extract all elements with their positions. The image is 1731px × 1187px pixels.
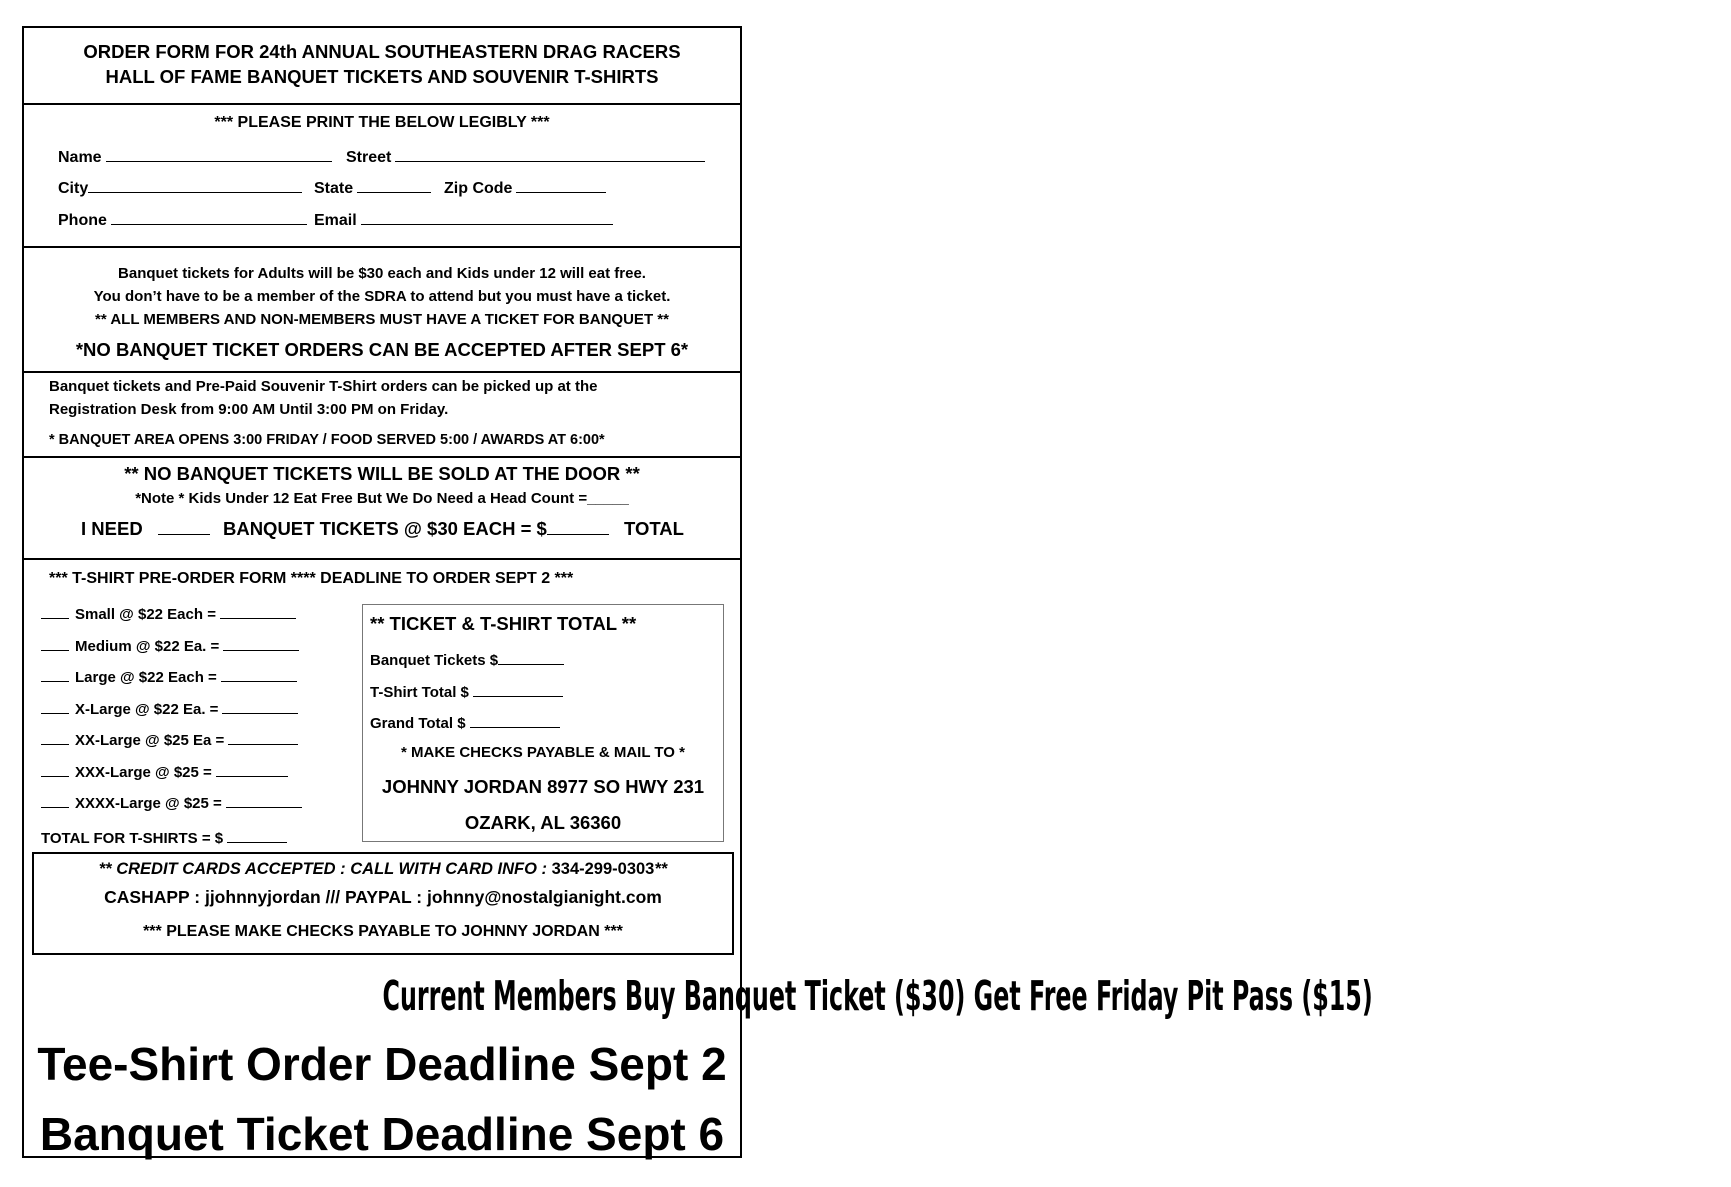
tshirt-size-row[interactable] <box>41 604 296 623</box>
tshirt-size-label: XX-Large @ $25 Ea = <box>75 732 225 749</box>
banquet-total-line[interactable] <box>370 650 564 669</box>
tshirt-total-label: TOTAL FOR T-SHIRTS = $ <box>41 830 224 847</box>
tshirt-total-box-blank[interactable] <box>473 682 563 697</box>
tshirt-size-label: XXXX-Large @ $25 = <box>75 795 222 812</box>
tshirt-size-label: Small @ $22 Each = <box>75 606 216 623</box>
tshirt-total-line[interactable] <box>41 828 287 847</box>
tshirt-qty-blank[interactable] <box>41 793 69 808</box>
form-title-line-2: HALL OF FAME BANQUET TICKETS AND SOUVENIR T-SHIRTS <box>105 66 659 87</box>
tshirt-section <box>24 560 1373 1160</box>
tshirt-amount-blank[interactable] <box>228 730 298 745</box>
contact-section <box>24 105 740 248</box>
tshirt-amount-blank[interactable] <box>216 762 288 777</box>
banquet-schedule: * BANQUET AREA OPENS 3:00 FRIDAY / FOOD SERVED 5:00 / AWARDS AT 6:00* <box>49 432 605 448</box>
credit-card-text: ** CREDIT CARDS ACCEPTED : CALL WITH CARD INFO : <box>98 860 548 878</box>
tshirt-size-label: X-Large @ $22 Ea. = <box>75 700 219 718</box>
street-field[interactable] <box>346 147 705 167</box>
grand-total-label: Grand Total $ <box>370 715 466 732</box>
members-promo <box>24 970 1373 1022</box>
name-label: Name <box>58 149 102 166</box>
banquet-total-label: Banquet Tickets $ <box>370 652 499 669</box>
ticket-order-line[interactable] <box>81 518 684 540</box>
tshirt-qty-blank[interactable] <box>41 667 69 682</box>
pickup-line-1: Banquet tickets and Pre-Paid Souvenir T-Shirt orders can be picked up at the <box>49 378 598 395</box>
tshirt-header: *** T-SHIRT PRE-ORDER FORM **** DEADLINE TO ORDER SEPT 2 *** <box>49 570 574 587</box>
tshirt-qty-blank[interactable] <box>41 730 69 745</box>
phone-label: Phone <box>58 212 107 229</box>
ticket-qty-blank[interactable] <box>158 520 210 535</box>
banquet-total-blank[interactable] <box>498 650 564 665</box>
email-field[interactable] <box>314 210 613 230</box>
totals-box-title: ** TICKET & T-SHIRT TOTAL ** <box>370 613 637 634</box>
credit-card-line <box>34 860 732 879</box>
city-field[interactable] <box>58 178 302 198</box>
tshirt-size-row[interactable] <box>41 667 297 686</box>
banquet-price-text: Banquet tickets for Adults will be $30 each and Kids under 12 will eat free. <box>118 265 646 282</box>
members-promo-text: Current Members Buy Banquet Ticket ($30) Get Free Friday Pit Pass ($15) <box>382 972 1373 1020</box>
tshirt-total-blank[interactable] <box>227 828 287 843</box>
form-title-line-1: ORDER FORM FOR 24th ANNUAL SOUTHEASTERN DRAG RACERS <box>83 41 681 62</box>
tshirt-total-box-line[interactable] <box>370 682 563 701</box>
tshirt-amount-blank[interactable] <box>223 636 299 651</box>
ticket-total-blank[interactable] <box>547 520 609 535</box>
ticket-price-label: BANQUET TICKETS @ $30 EACH = $ <box>222 518 547 539</box>
order-cutoff-note: *NO BANQUET TICKET ORDERS CAN BE ACCEPTED AFTER SEPT 6* <box>75 339 689 360</box>
print-legibly-note: *** PLEASE PRINT THE BELOW LEGIBLY *** <box>214 114 550 131</box>
order-form <box>22 26 1373 1160</box>
head-count-note: *Note * Kids Under 12 Eat Free But We Do Need a Head Count =_____ <box>135 490 629 507</box>
name-blank[interactable] <box>106 147 332 162</box>
tshirt-size-row[interactable] <box>41 762 288 781</box>
pickup-section <box>24 373 740 458</box>
no-door-sales-note: ** NO BANQUET TICKETS WILL BE SOLD AT THE DOOR ** <box>124 463 640 484</box>
banquet-deadline-banner: Banquet Ticket Deadline Sept 6 <box>39 1108 725 1160</box>
street-blank[interactable] <box>395 147 705 162</box>
tshirt-size-row[interactable] <box>41 636 299 655</box>
credit-card-end: ** <box>654 860 668 878</box>
tshirt-total-box-label: T-Shirt Total $ <box>370 684 469 701</box>
tshirt-amount-blank[interactable] <box>221 667 297 682</box>
form-header <box>24 28 740 105</box>
street-label: Street <box>346 149 392 166</box>
tshirt-size-label: Large @ $22 Each = <box>75 669 217 686</box>
mail-address-line-2: OZARK, AL 36360 <box>464 812 622 833</box>
banquet-info-section <box>24 248 740 373</box>
tshirt-size-label: Medium @ $22 Ea. = <box>75 637 220 655</box>
tee-deadline-banner: Tee-Shirt Order Deadline Sept 2 <box>37 1038 727 1090</box>
tshirt-qty-blank[interactable] <box>41 699 69 714</box>
tshirt-qty-blank[interactable] <box>41 604 69 619</box>
phone-field[interactable] <box>58 210 307 230</box>
need-label: I NEED <box>81 518 143 539</box>
city-blank[interactable] <box>88 178 302 193</box>
city-label: City <box>58 180 89 197</box>
zip-field[interactable] <box>444 178 606 198</box>
tshirt-size-label: XXX-Large @ $25 = <box>75 763 212 781</box>
grand-total-blank[interactable] <box>470 713 560 728</box>
phone-number: 334-299-0303 <box>551 860 655 878</box>
tshirt-amount-blank[interactable] <box>222 699 298 714</box>
tshirt-size-row[interactable] <box>41 699 298 718</box>
grand-total-line[interactable] <box>370 713 560 732</box>
state-label: State <box>314 180 354 197</box>
make-checks-note: * MAKE CHECKS PAYABLE & MAIL TO * <box>401 744 685 761</box>
ticket-required-note: ** ALL MEMBERS AND NON-MEMBERS MUST HAVE A TICKET FOR BANQUET ** <box>95 311 669 328</box>
tshirt-qty-blank[interactable] <box>41 636 69 651</box>
zip-blank[interactable] <box>516 178 606 193</box>
tshirt-size-row[interactable] <box>41 793 302 812</box>
name-field[interactable] <box>58 147 332 167</box>
pickup-line-2: Registration Desk from 9:00 AM Until 3:00 PM on Friday. <box>49 401 449 418</box>
cashapp-paypal-line: CASHAPP : jjohnnyjordan /// PAYPAL : johnny@nostalgianight.com <box>104 887 662 907</box>
door-section <box>24 458 740 560</box>
tshirt-amount-blank[interactable] <box>226 793 302 808</box>
payment-box <box>32 852 734 955</box>
zip-label: Zip Code <box>444 180 513 197</box>
email-blank[interactable] <box>361 210 613 225</box>
phone-blank[interactable] <box>111 210 307 225</box>
payable-to-note: *** PLEASE MAKE CHECKS PAYABLE TO JOHNNY JORDAN *** <box>143 923 623 940</box>
totals-box <box>362 604 724 842</box>
email-label: Email <box>314 212 357 229</box>
state-blank[interactable] <box>357 178 431 193</box>
tshirt-qty-blank[interactable] <box>41 762 69 777</box>
tshirt-amount-blank[interactable] <box>220 604 296 619</box>
mail-address-line-1: JOHNNY JORDAN 8977 SO HWY 231 <box>381 776 705 797</box>
tshirt-size-row[interactable] <box>41 730 298 749</box>
total-label: TOTAL <box>623 518 684 539</box>
state-field[interactable] <box>314 178 431 198</box>
membership-note: You don’t have to be a member of the SDRA to attend but you must have a ticket. <box>93 288 671 305</box>
